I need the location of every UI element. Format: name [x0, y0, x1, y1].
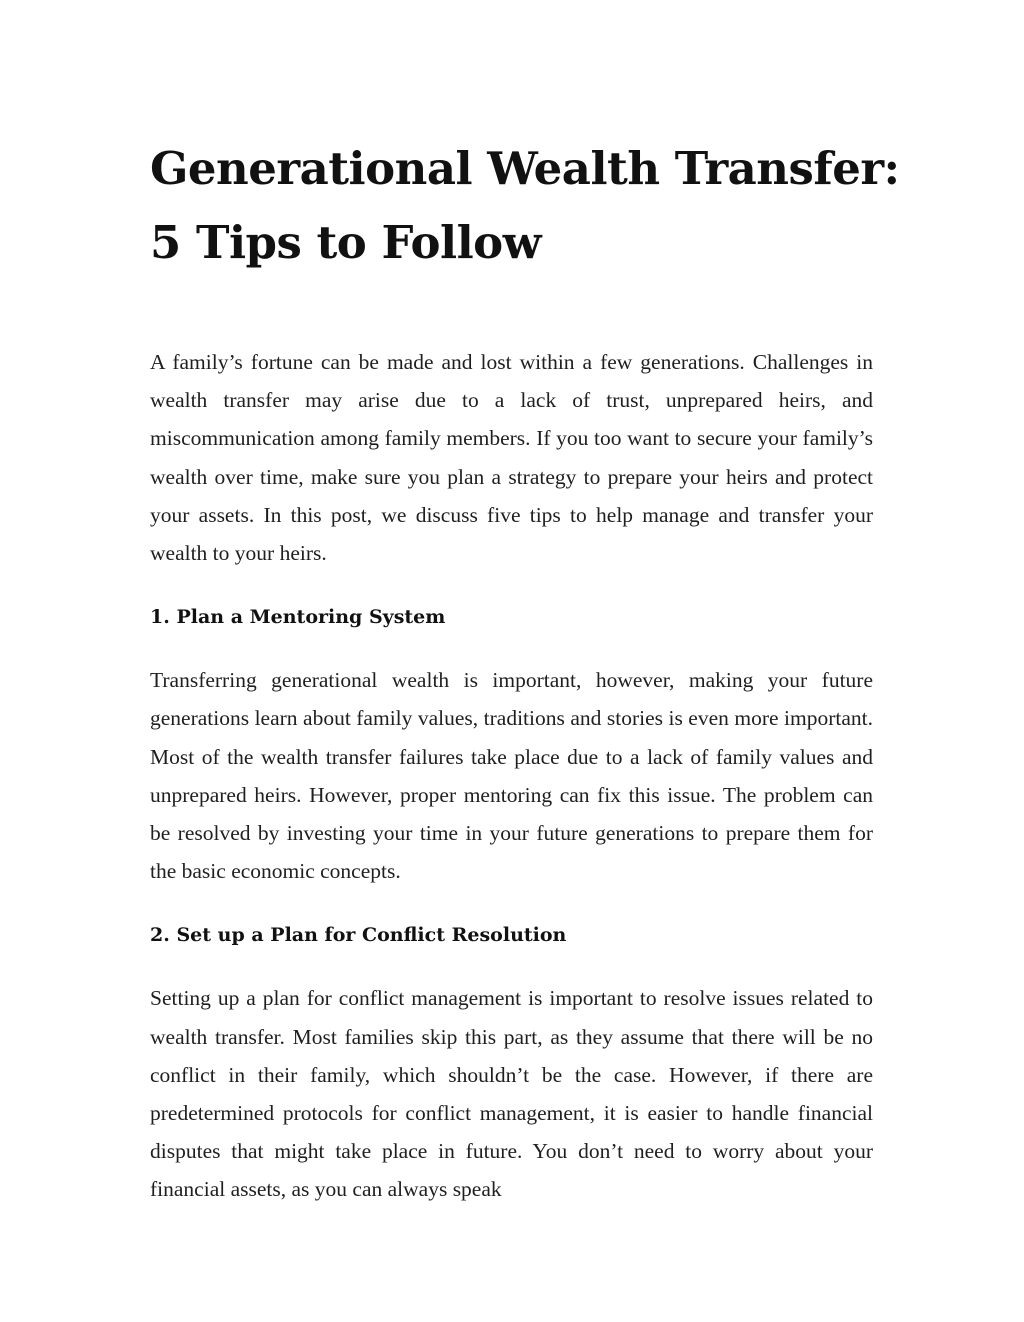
document-page: [150, 132, 900, 1209]
section-heading-conflict-resolution: 2. Set up a Plan for Conflict Resolution: [150, 924, 567, 947]
section-body-mentoring: Transferring generational wealth is important, however, making your future generations learn about family values, traditions and stories is even more important. Most of the wealth transfer failures take place due to a lack of family values and unprepared heirs. However, proper mentoring can fix this issue. The problem can be resolved by investing your time in your future generations to prepare them for the basic economic concepts.: [150, 668, 873, 884]
document-title: [150, 132, 900, 280]
section-heading-mentoring: 1. Plan a Mentoring System: [150, 606, 446, 629]
title-line-2: 5 Tips to Follow: [150, 216, 541, 269]
intro-paragraph: A family’s fortune can be made and lost within a few generations. Challenges in wealth transfer may arise due to a lack of trust, unprepared heirs, and miscommunication among family members. If you too want to secure your family’s wealth over time, make sure you plan a strategy to prepare your heirs and protect your assets. In this post, we discuss five tips to help manage and transfer your wealth to your heirs.: [150, 350, 873, 566]
section-body-conflict-resolution: Setting up a plan for conflict management is important to resolve issues related to wealth transfer. Most families skip this part, as they assume that there will be no conflict in their family, which shouldn’t be the case. However, if there are predetermined protocols for conflict management, it is easier to handle financial disputes that might take place in future. You don’t need to worry about your financial assets, as you can always speak: [150, 986, 873, 1202]
title-line-1: Generational Wealth Transfer:: [150, 142, 900, 195]
